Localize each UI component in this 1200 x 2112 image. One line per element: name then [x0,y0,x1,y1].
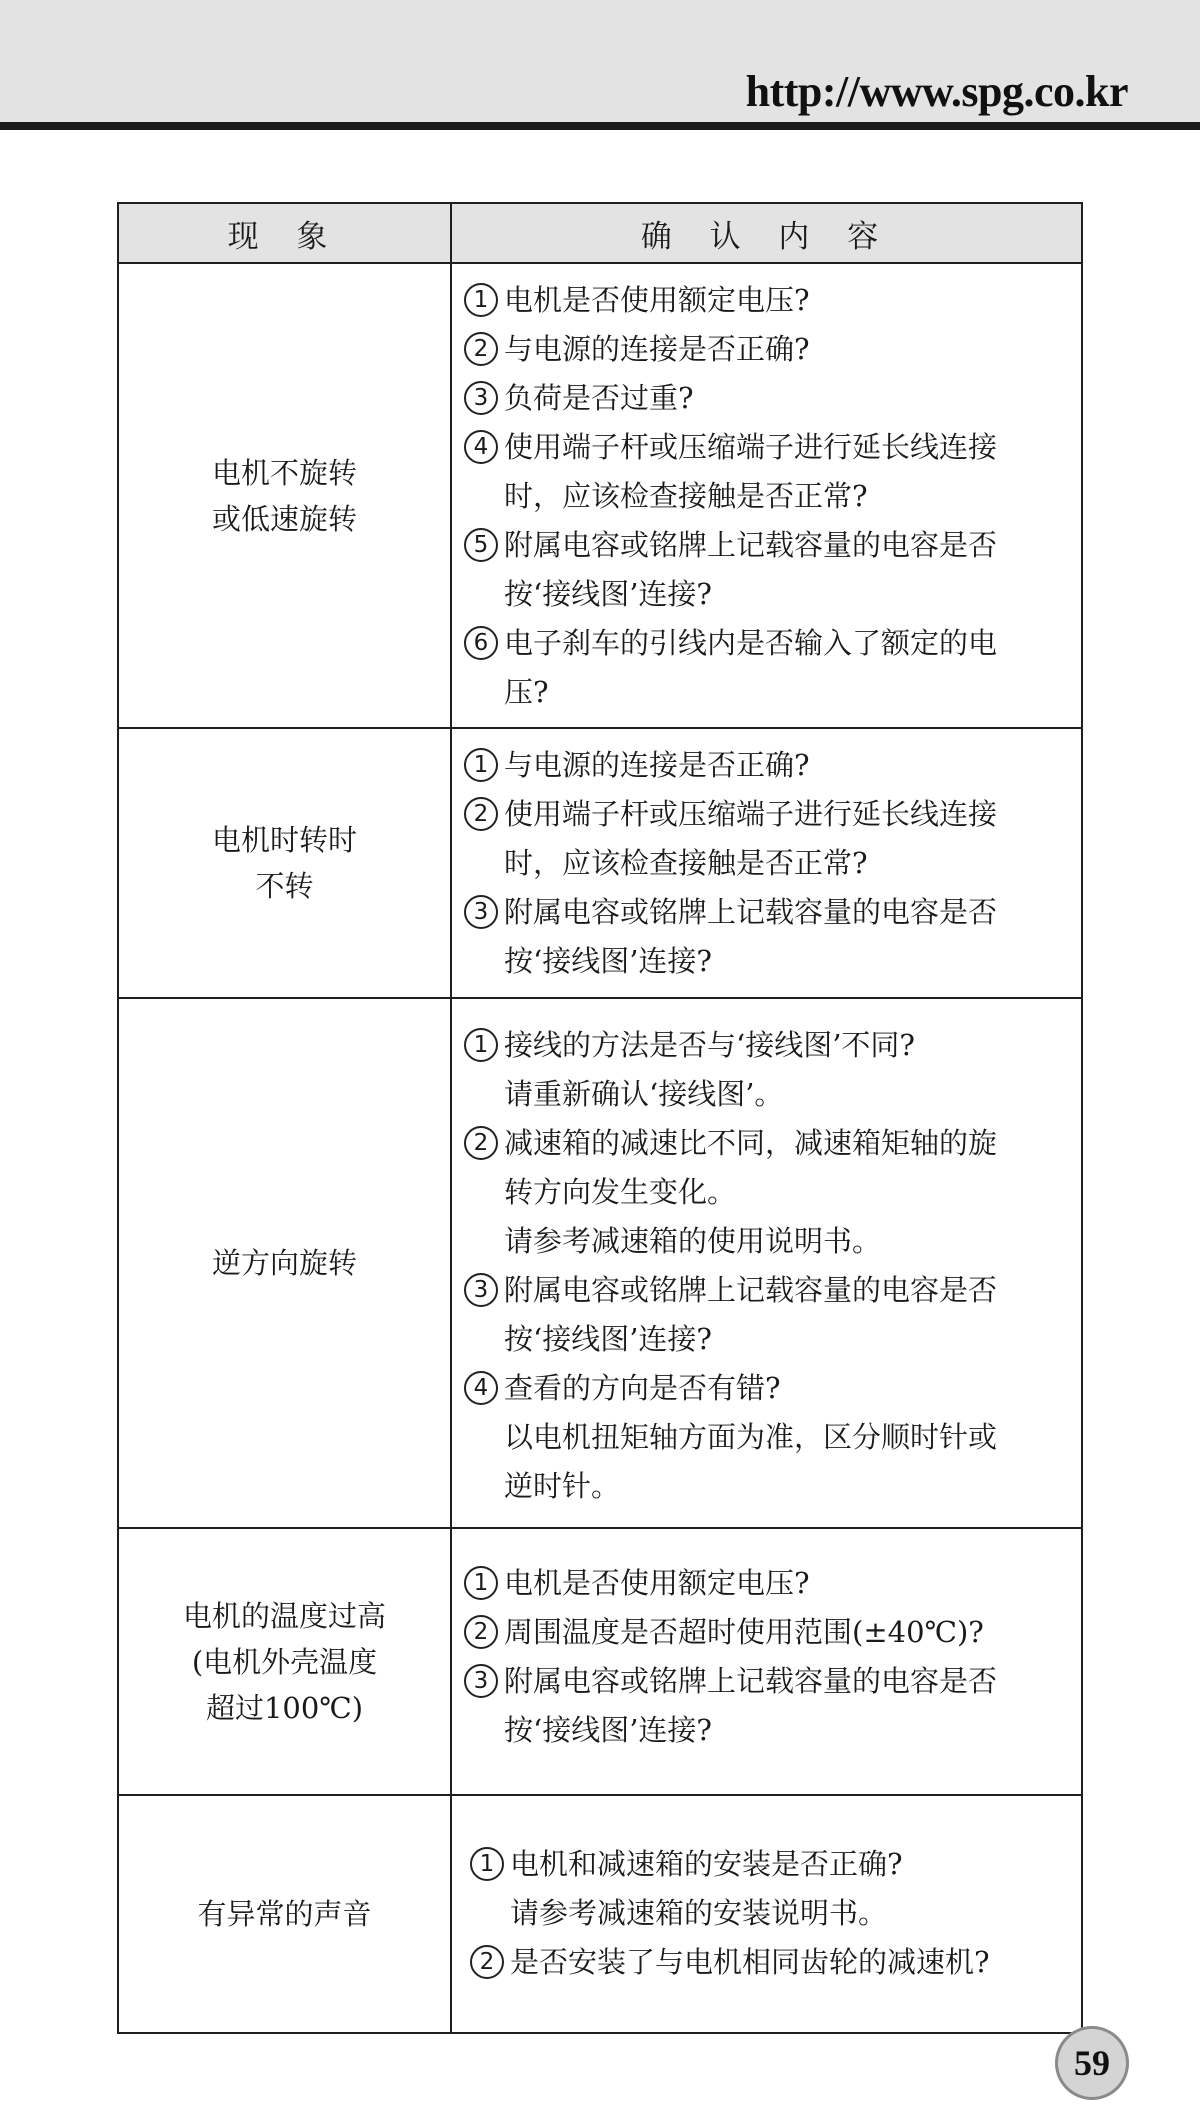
check-text: 减速箱的减速比不同，减速箱矩轴的旋 转方向发生变化。 请参考减速箱的使用说明书。 [504,1126,998,1258]
check-item [464,790,1059,888]
table-row [118,998,1082,1528]
checks-cell [451,263,1082,728]
check-item [464,1021,1059,1119]
check-item [464,521,1059,619]
check-item [464,1608,1059,1657]
symptom-cell: 电机的温度过高 (电机外壳温度 超过100℃) [118,1528,451,1795]
check-item [464,423,1059,521]
check-item [464,1364,1059,1511]
check-item [464,741,1059,790]
table-header-row [118,203,1082,263]
check-text: 与电源的连接是否正确? [504,332,810,366]
check-item [464,888,1059,986]
page-number: 59 [1055,2026,1129,2100]
check-text: 附属电容或铭牌上记载容量的电容是否 按‘接线图’连接? [504,895,998,978]
circled-number: 1 [464,1566,498,1600]
symptom-cell: 电机不旋转 或低速旋转 [118,263,451,728]
column-header-checks: 确 认 内 容 [451,203,1082,263]
symptom-cell: 电机时转时 不转 [118,728,451,998]
table-row [118,728,1082,998]
symptom-cell: 有异常的声音 [118,1795,451,2033]
circled-number: 2 [464,332,498,366]
checks-cell [451,1528,1082,1795]
symptom-cell: 逆方向旋转 [118,998,451,1528]
table-row [118,1528,1082,1795]
check-item [464,1657,1059,1755]
check-text: 电机是否使用额定电压? [504,283,810,317]
checks-cell [451,728,1082,998]
troubleshooting-table [117,202,1083,2034]
circled-number: 5 [464,528,498,562]
circled-number: 2 [464,797,498,831]
circled-number: 3 [464,895,498,929]
circled-number: 2 [464,1126,498,1160]
table-row [118,1795,1082,2033]
header-rule [0,122,1200,130]
circled-number: 6 [464,626,498,660]
troubleshooting-table-container [117,202,1081,2034]
checks-cell [451,998,1082,1528]
circled-number: 1 [464,748,498,782]
circled-number: 2 [464,1615,498,1649]
check-item [470,1840,1059,1938]
check-text: 电机和减速箱的安装是否正确? 请参考减速箱的安装说明书。 [510,1847,903,1930]
circled-number: 1 [470,1847,504,1881]
check-text: 是否安装了与电机相同齿轮的减速机? [510,1945,990,1979]
check-text: 与电源的连接是否正确? [504,748,810,782]
check-item [464,1559,1059,1608]
check-item [464,1119,1059,1266]
circled-number: 3 [464,1273,498,1307]
check-text: 查看的方向是否有错? 以电机扭矩轴方面为准，区分顺时针或 逆时针。 [504,1371,998,1503]
check-item [470,1938,1059,1987]
check-text: 电机是否使用额定电压? [504,1566,810,1600]
check-text: 附属电容或铭牌上记载容量的电容是否 按‘接线图’连接? [504,1273,998,1356]
check-item [464,1266,1059,1364]
circled-number: 2 [470,1945,504,1979]
check-text: 使用端子杆或压缩端子进行延长线连接 时，应该检查接触是否正常? [504,797,998,880]
column-header-symptom: 现 象 [118,203,451,263]
circled-number: 4 [464,430,498,464]
site-url: http://www.spg.co.kr [745,67,1128,116]
checks-cell [451,1795,1082,2033]
check-text: 使用端子杆或压缩端子进行延长线连接 时，应该检查接触是否正常? [504,430,998,513]
check-text: 附属电容或铭牌上记载容量的电容是否 按‘接线图’连接? [504,1664,998,1747]
check-text: 周围温度是否超时使用范围(±40℃)? [504,1615,984,1649]
circled-number: 1 [464,283,498,317]
check-text: 电子刹车的引线内是否输入了额定的电 压? [504,626,998,709]
circled-number: 4 [464,1371,498,1405]
check-text: 接线的方法是否与‘接线图’不同? 请重新确认‘接线图’。 [504,1028,915,1111]
circled-number: 1 [464,1028,498,1062]
check-item [464,325,1059,374]
check-text: 附属电容或铭牌上记载容量的电容是否 按‘接线图’连接? [504,528,998,611]
circled-number: 3 [464,381,498,415]
check-item [464,619,1059,717]
circled-number: 3 [464,1664,498,1698]
check-item [464,276,1059,325]
check-item [464,374,1059,423]
table-row [118,263,1082,728]
check-text: 负荷是否过重? [504,381,694,415]
